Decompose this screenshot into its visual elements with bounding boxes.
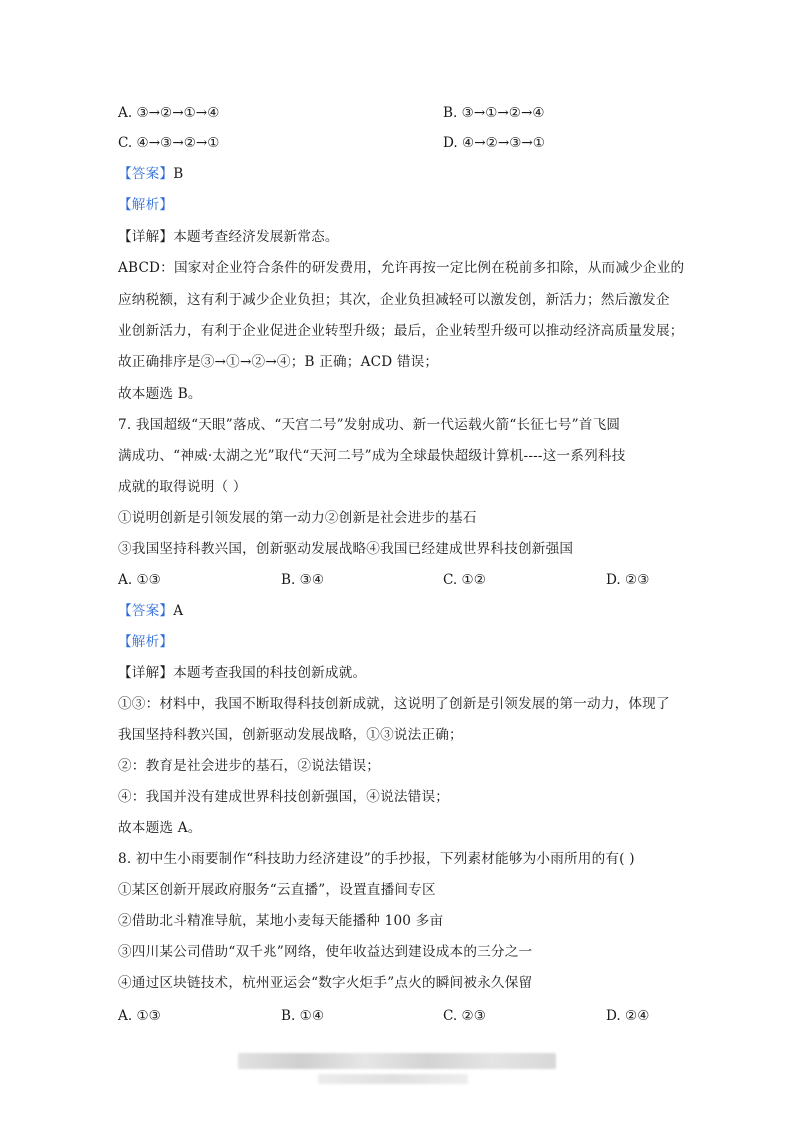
q7-answer — [118, 601, 183, 621]
answer-value: A — [173, 603, 184, 619]
q8-statement: ①某区创新开展政府服务“云直播”，设置直播间专区 — [118, 882, 436, 898]
q6-option-a: A. ③→②→①→④ — [118, 105, 220, 121]
q7-statement: ③我国坚持科教兴国，创新驱动发展战略④我国已经建成世界科技创新强国 — [118, 541, 574, 557]
q6-detail-intro — [118, 227, 339, 247]
blurred-watermark-sub — [318, 1074, 468, 1084]
answer-tag: 【答案】 — [118, 603, 174, 619]
detail-intro-text: 本题考查经济发展新常态。 — [173, 229, 339, 245]
q6-option-d: D. ④→②→③→① — [443, 135, 545, 151]
q6-detail-line: 应纳税额，这有利于减少企业负担；其次，企业负担减轻可以激发创，新活力；然后激发企 — [118, 292, 670, 308]
q7-detail-line: ①③：材料中，我国不断取得科技创新成就，这说明了创新是引领发展的第一动力，体现了 — [118, 696, 670, 712]
detail-intro-text: 本题考查我国的科技创新成就。 — [173, 665, 367, 681]
q6-detail-line: 业创新活力，有利于企业促进企业转型升级；最后，企业转型升级可以推动经济高质量发展； — [118, 323, 684, 339]
q8-option-d: D. ②④ — [606, 1008, 650, 1024]
q8-stem: 8. 初中生小雨要制作“科技助力经济建设”的手抄报，下列素材能够为小雨所用的有( ) — [118, 851, 635, 867]
answer-value: B — [173, 166, 184, 182]
q8-statement: ③四川某公司借助“双千兆”网络，使年收益达到建设成本的三分之一 — [118, 944, 533, 960]
q7-stem-line: 成就的取得说明（ ） — [118, 479, 247, 495]
q7-option-c: C. ①② — [443, 572, 486, 588]
q6-analysis-tag: 【解析】 — [118, 197, 174, 213]
q7-detail-line: ④：我国并没有建成世界科技创新强国，④说法错误； — [118, 789, 450, 805]
q8-option-b: B. ①④ — [281, 1008, 325, 1024]
q8-statement: ②借助北斗精准导航，某地小麦每天能播种 100 多亩 — [118, 913, 444, 929]
q7-option-b: B. ③④ — [281, 572, 325, 588]
q6-detail-line: 故正确排序是③→①→②→④；B 正确；ACD 错误； — [118, 354, 439, 370]
q8-statement: ④通过区块链技术，杭州亚运会“数字火炬手”点火的瞬间被永久保留 — [118, 975, 533, 991]
q7-stem-line: 7. 我国超级“天眼”落成、“天宫二号”发射成功、新一代运载火箭“长征七号”首飞圆 — [118, 417, 621, 433]
q7-stem-line: 满成功、“神威·太湖之光”取代“天河二号”成为全球最快超级计算机----这一系列科技 — [118, 448, 626, 464]
q6-detail-line: 故本题选 B。 — [118, 386, 202, 402]
q7-option-d: D. ②③ — [606, 572, 650, 588]
q7-detail-intro — [118, 663, 366, 683]
q6-option-b: B. ③→①→②→④ — [443, 105, 545, 121]
q8-option-c: C. ②③ — [443, 1008, 486, 1024]
q7-statement: ①说明创新是引领发展的第一动力②创新是社会进步的基石 — [118, 510, 477, 526]
answer-tag: 【答案】 — [118, 166, 174, 182]
q7-analysis-tag: 【解析】 — [118, 634, 174, 650]
q7-detail-line: ②：教育是社会进步的基石，②说法错误； — [118, 758, 381, 774]
blurred-watermark — [238, 1053, 556, 1069]
detail-tag: 【详解】 — [118, 665, 174, 681]
q6-option-c: C. ④→③→②→① — [118, 135, 220, 151]
q7-option-a: A. ①③ — [118, 572, 161, 588]
q8-option-a: A. ①③ — [118, 1008, 161, 1024]
q7-detail-line: 故本题选 A。 — [118, 820, 202, 836]
detail-tag: 【详解】 — [118, 229, 174, 245]
q6-answer — [118, 164, 183, 184]
q7-detail-line: 我国坚持科教兴国，创新驱动发展战略，①③说法正确； — [118, 727, 463, 743]
q6-detail-line: ABCD：国家对企业符合条件的研发费用，允许再按一定比例在税前多扣除，从而减少企业的 — [118, 260, 685, 276]
